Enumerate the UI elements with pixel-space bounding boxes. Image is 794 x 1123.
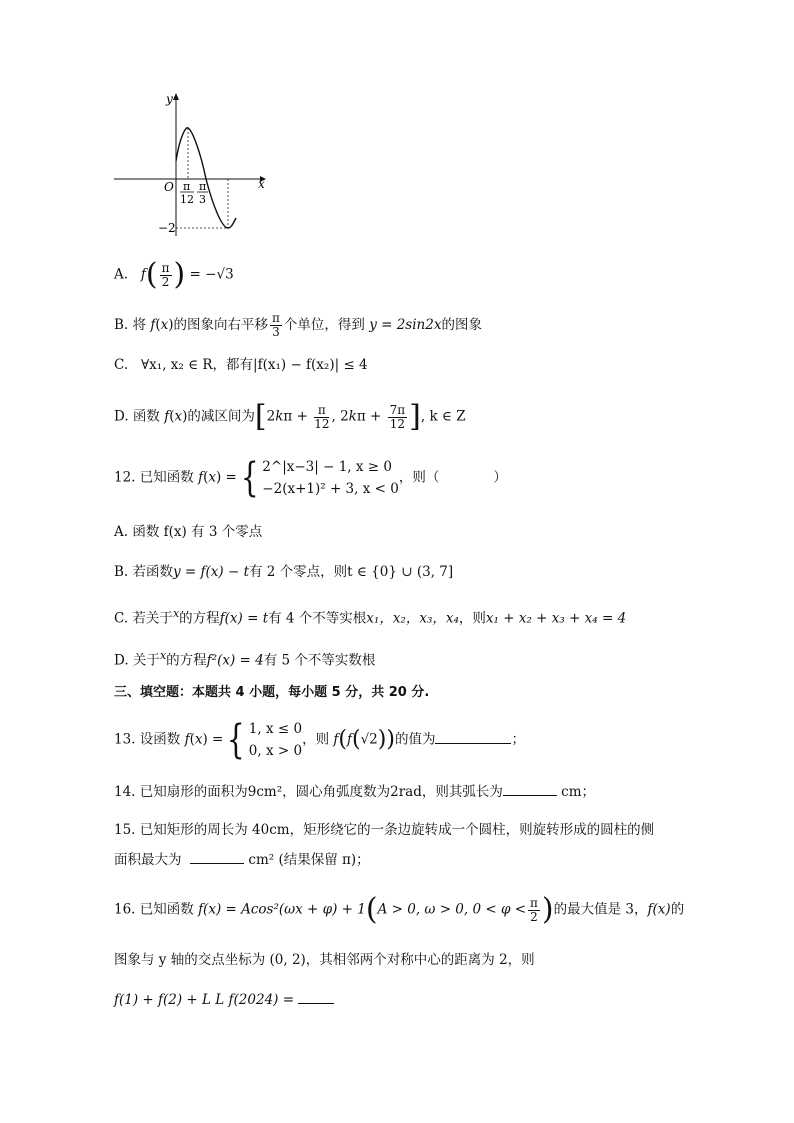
section-3-title: 三、填空题：本题共 4 小题，每小题 5 分，共 20 分. (114, 685, 430, 700)
q12-option-c-mid3: ，则 (458, 610, 486, 627)
tick2-numerator: π (199, 180, 207, 193)
tick1-denominator: 12 (180, 193, 194, 206)
q12-option-a (114, 522, 262, 542)
option-c-mid: ，都有 (212, 357, 254, 373)
q16-line-2: 图象与 y 轴的交点坐标为 (0, 2)，其相邻两个对称中心的距离为 2，则 (114, 952, 535, 968)
q12-option-a-text: A. 函数 f(x) 有 3 个零点 (114, 524, 263, 540)
q12-option-b-expr: y = f(x) − t (173, 564, 249, 580)
q12-option-b-pre: B. 若函数 (114, 564, 174, 580)
q11-option-d: D. 函数 f(x)的减区间为[2kπ + $\frac{\pi}{12}$ , 2kπ + $\frac{7\pi}{12}$ ], k ∈ Z (114, 399, 466, 434)
q14-answer-blank[interactable] (503, 795, 557, 796)
q12-option-d-tail: 有 5 个不等实数根 (263, 652, 376, 669)
q13-case-2: 0, x > 0 (248, 743, 303, 759)
q12-option-c-mid2: 有 4 个不等实根 (268, 610, 367, 627)
q16-pre: 16. 已知函数 (114, 901, 194, 918)
q16-condition: A > 0, ω > 0, 0 < φ < (377, 901, 527, 918)
q12-option-b-set: t ∈ {0} ∪ (3, 7] (347, 564, 454, 580)
option-b-mid: 的图象向右平移 (173, 317, 268, 333)
q14-mid2: ，则其弧长为 (421, 784, 503, 800)
q11-option-a: A. f( $\frac{\pi}{2}$ ) = −√3 (114, 257, 234, 292)
q12-option-d-mid: 的方程 (166, 652, 207, 669)
q12-option-c-mid1: 的方程 (179, 610, 220, 627)
q16-fx: f(x) (647, 901, 671, 918)
q12-option-c-equation: f(x) = t (219, 610, 269, 627)
q12-case-2: −2(x+1)² + 3, x < 0 (262, 481, 399, 497)
q16-function: f(x) = Acos²(ωx + φ) + 1 (198, 901, 366, 918)
option-b-end: 的图象 (441, 317, 482, 333)
q12-option-d-x: x (159, 649, 167, 662)
q16-sum-expression: f(1) + f(2) + L L f(2024) = (114, 992, 295, 1008)
q15-answer-blank[interactable] (190, 863, 244, 864)
option-b-equation: y = 2sin2x (369, 317, 442, 333)
y-axis-arrow (173, 93, 179, 100)
x-axis-label: x (258, 177, 265, 191)
option-a-value: = −√3 (189, 266, 234, 283)
option-c-quantifier: ∀x₁, x₂ ∈ R (141, 357, 213, 373)
q13-answer-blank[interactable] (435, 743, 511, 744)
option-d-tail: , k ∈ Z (420, 408, 466, 425)
q13-tail: 的值为 (394, 731, 436, 748)
q15-line-1: 15. 已知矩形的周长为 40cm，矩形绕它的一条边旋转成一个圆柱，则旋转形成的圆柱的侧 (114, 822, 655, 838)
function-graph (100, 88, 280, 248)
min-value-label: −2 (158, 221, 176, 235)
option-c-inequality: |f(x₁) − f(x₂)| ≤ 4 (253, 357, 368, 373)
q12-option-b-mid: 有 2 个零点，则 (249, 564, 348, 580)
q14-unit: cm； (561, 784, 596, 800)
q12-option-d-pre: D. 关于 (114, 652, 160, 669)
q12-option-d-equation: f²(x) = 4 (206, 652, 264, 669)
q16-end: 的 (670, 901, 685, 918)
q12-option-b (114, 562, 453, 582)
q14-mid: ，圆心角弧度数为 (282, 784, 391, 800)
q12-option-c-x: x (172, 607, 180, 620)
option-a-prefix: A. (114, 266, 129, 283)
q13-case-1: 1, x ≤ 0 (248, 721, 303, 737)
q13: 13. 设函数 f(x) ={ 1, x ≤ 0 0, x > 0 ，则 f(f(√2))的值为 ； (114, 717, 525, 763)
q13-mid: ，则 (302, 731, 330, 748)
option-c-prefix: C. (114, 357, 129, 373)
q14-pre: 14. 已知扇形的面积为 (114, 784, 248, 800)
q12-case-1: 2^|x−3| − 1, x ≥ 0 (262, 459, 392, 475)
q12-option-c-sum: x₁ + x₂ + x₃ + x₄ = 4 (485, 610, 627, 627)
sine-curve (176, 128, 236, 228)
option-d-prefix: D. 函数 (114, 408, 160, 425)
tick2-denominator: 3 (199, 193, 206, 206)
q16-answer-blank[interactable] (298, 1003, 334, 1004)
q11-option-b: B. 将 f(x)的图象向右平移 $\frac{\pi}{3}$ 个单位，得到 y = 2sin2x的图象 (114, 311, 482, 339)
option-d-mid: 的减区间为 (187, 408, 255, 425)
q15-line-2-tail: cm² (结果保留 π)； (248, 852, 370, 868)
q12-number: 12. 已知函数 (114, 469, 194, 486)
q12-option-c-pre: C. 若关于 (114, 610, 173, 627)
q12-option-c-roots: x₁，x₂，x₃，x₄ (366, 610, 459, 627)
tick1-numerator: π (183, 180, 191, 193)
option-b-prefix: B. 将 (114, 317, 147, 333)
q14 (114, 782, 595, 802)
q14-angle: 2rad (390, 784, 422, 800)
q12-option-c (114, 604, 626, 629)
q16-line-1: 16. 已知函数 f(x) = Acos²(ωx + φ) + 1(A > 0, ω > 0, 0 < φ < $\frac{\pi}{2}$ )的最大值是 3，f(x)的 (114, 892, 685, 927)
origin-label: O (164, 180, 174, 194)
q14-area: 9cm² (247, 784, 283, 800)
q11-option-c (114, 355, 368, 375)
q15-line-2 (114, 850, 370, 870)
q16-line-3 (114, 990, 334, 1010)
option-b-tail: 个单位，得到 (283, 317, 365, 333)
q15-line-2-pre: 面积最大为 (114, 852, 182, 868)
q16-mid: 的最大值是 3， (553, 901, 648, 918)
q13-pre: 13. 设函数 (114, 731, 181, 748)
q12-stem: 12. 已知函数 f(x) ={ 2^|x−3| − 1, x ≥ 0 −2(x+1)² + 3, x < 0 ，则（ ） (114, 455, 507, 501)
q12-option-d (114, 646, 375, 671)
y-axis-label: y (166, 92, 173, 106)
q13-end: ； (511, 731, 525, 748)
q12-tail: ，则（ ） (398, 469, 507, 486)
